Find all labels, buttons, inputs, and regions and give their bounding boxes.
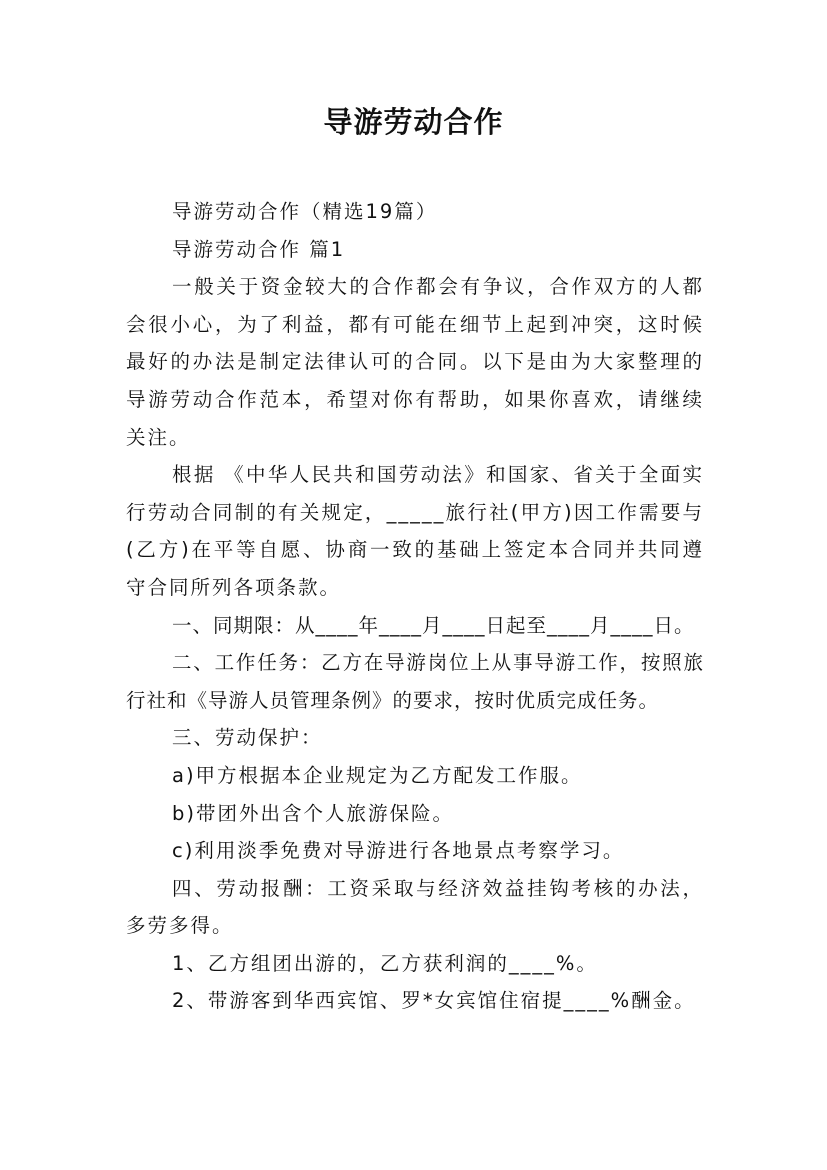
document-title: 导游劳动合作 <box>323 105 504 139</box>
subtitle-paragraph: 导游劳动合作（精选19篇） <box>172 200 438 223</box>
document-body <box>126 193 704 1020</box>
protection-item-a: a)甲方根据本企业规定为乙方配发工作服。 <box>172 763 583 787</box>
contract-term-clause: 一、同期限：从____年____月____日起至____月____日。 <box>172 613 695 637</box>
section-heading: 导游劳动合作 篇1 <box>172 237 346 261</box>
protection-item-c: c)利用淡季免费对导游进行各地景点考察学习。 <box>172 839 625 863</box>
work-task-clause: 二、工作任务：乙方在导游岗位上从事导游工作，按照旅行社和《导游人员管理条例》的要求，按时优质完成任务。 <box>126 651 704 712</box>
intro-paragraph: 一般关于资金较大的合作都会有争议，合作双方的人都会很小心，为了利益，都有可能在细节上起到冲突，这时候最好的办法是制定法律认可的合同。以下是由为大家整理的导游劳动合作范本，希望对你有帮助，如果你喜欢，请继续关注。 <box>126 275 704 449</box>
remuneration-item-2: 2、带游客到华西宾馆、罗*女宾馆住宿提____%酬金。 <box>172 989 696 1013</box>
protection-item-b: b)带团外出含个人旅游保险。 <box>172 801 454 825</box>
remuneration-item-1: 1、乙方组团出游的，乙方获利润的____%。 <box>172 951 598 975</box>
legal-basis-paragraph: 根据 《中华人民共和国劳动法》和国家、省关于全面实行劳动合同制的有关规定，_____旅行社(甲方)因工作需要与(乙方)在平等自愿、协商一致的基础上签定本合同并共同遵守合同所列各项条款。 <box>126 463 704 599</box>
labor-protection-heading: 三、劳动保护： <box>172 726 323 750</box>
remuneration-clause: 四、劳动报酬：工资采取与经济效益挂钩考核的办法，多劳多得。 <box>126 876 704 938</box>
